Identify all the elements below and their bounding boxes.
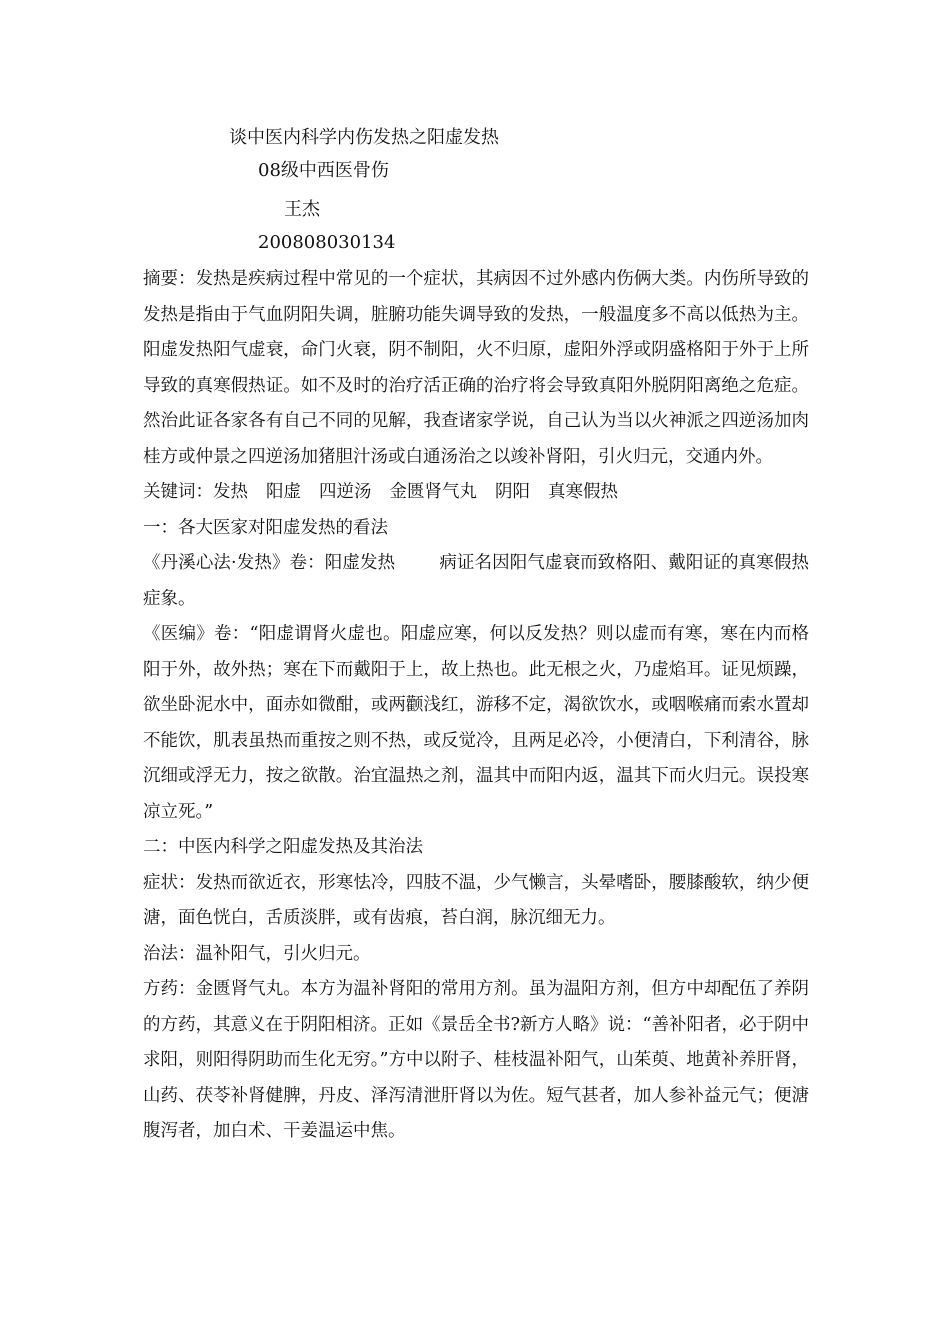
quote-yibian: 《医编》卷：“阳虚谓肾火虚也。阳虚应寒，何以反发热？则以虚而有寒，寒在内而格阳于外，故外热；寒在下而戴阳于上，故上热也。此无根之火，乃虚焰耳。证见烦躁，欲坐卧泥水中，面赤如微酣，或两颧浅红，游移不定，渴欲饮水，或咽喉痛而索水置却不能饮，肌表虽热而重按之则不热，或反觉冷，且两足必冷，小便清白，下利清谷，脉沉细或浮无力，按之欲散。治宜温热之剂，温其中而阳内返，温其下而火归元。误投寒凉立死。” — [143, 624, 809, 822]
keyword-item: 四逆汤 — [319, 482, 372, 502]
student-id: 200808030134 — [258, 232, 396, 253]
keyword-item: 发热 — [213, 482, 248, 502]
keyword-item: 金匮肾气丸 — [389, 482, 477, 502]
keyword-item: 真寒假热 — [548, 482, 618, 502]
document-title: 谈中医内科学内伤发热之阳虚发热 — [229, 127, 499, 148]
treatment-line: 治法：温补阳气，引火归元。 — [143, 943, 371, 964]
keywords-line — [143, 475, 809, 511]
quote-danxi-source: 《丹溪心法·发热》卷：阳虚发热 — [143, 553, 396, 573]
prescription-paragraph: 方药：金匮肾气丸。本方为温补肾阳的常用方剂。虽为温阳方剂，但方中却配伍了养阴的方药，其意义在于阴阳相济。正如《景岳全书?新方人略》说：“善补阳者，必于阴中求阳，则阳得阴助而生化无穷。”方中以附子、桂枝温补阳气，山茱萸、地黄补养肝肾，山药、茯苓补肾健脾，丹皮、泽泻清泄肝肾以为佐。短气甚者，加人参补益元气；便溏腹泻者，加白术、干姜温运中焦。 — [143, 979, 809, 1141]
author-name: 王杰 — [284, 199, 320, 220]
quote-danxi-text: 病证名因阳气虚衰而致格阳、戴阳证的真寒假热症象。 — [143, 553, 809, 609]
section-2-heading: 二：中医内科学之阳虚发热及其治法 — [143, 837, 423, 857]
document-body — [143, 262, 809, 1150]
keywords-label: 关键词： — [143, 482, 213, 502]
section-1-heading: 一：各大医家对阳虚发热的看法 — [143, 517, 388, 538]
keyword-item: 阴阳 — [495, 482, 530, 502]
quote-danxi — [143, 546, 809, 617]
keyword-item: 阳虚 — [266, 482, 301, 502]
abstract-paragraph: 摘要：发热是疾病过程中常见的一个症状，其病因不过外感内伤俩大类。内伤所导致的发热是指由于气血阴阳失调，脏腑功能失调导致的发热，一般温度多不高以低热为主。阳虚发热阳气虚衰，命门火衰，阴不制阳，火不归原，虚阳外浮或阴盛格阳于外于上所导致的真寒假热证。如不及时的治疗活正确的治疗将会导致真阳外脱阴阳离绝之危症。然治此证各家各有自己不同的见解，我查诸家学说，自己认为当以火神派之四逆汤加肉桂方或仲景之四逆汤加猪胆汁汤或白通汤治之以竣补肾阳，引火归元，交通内外。 — [143, 269, 809, 467]
class-line: 08级中西医骨伤 — [258, 160, 389, 181]
symptoms-paragraph: 症状：发热而欲近衣，形寒怯冷，四肢不温，少气懒言，头晕嗜卧，腰膝酸软，纳少便溏，面色恍白，舌质淡胖，或有齿痕，苔白润，脉沉细无力。 — [143, 872, 809, 928]
